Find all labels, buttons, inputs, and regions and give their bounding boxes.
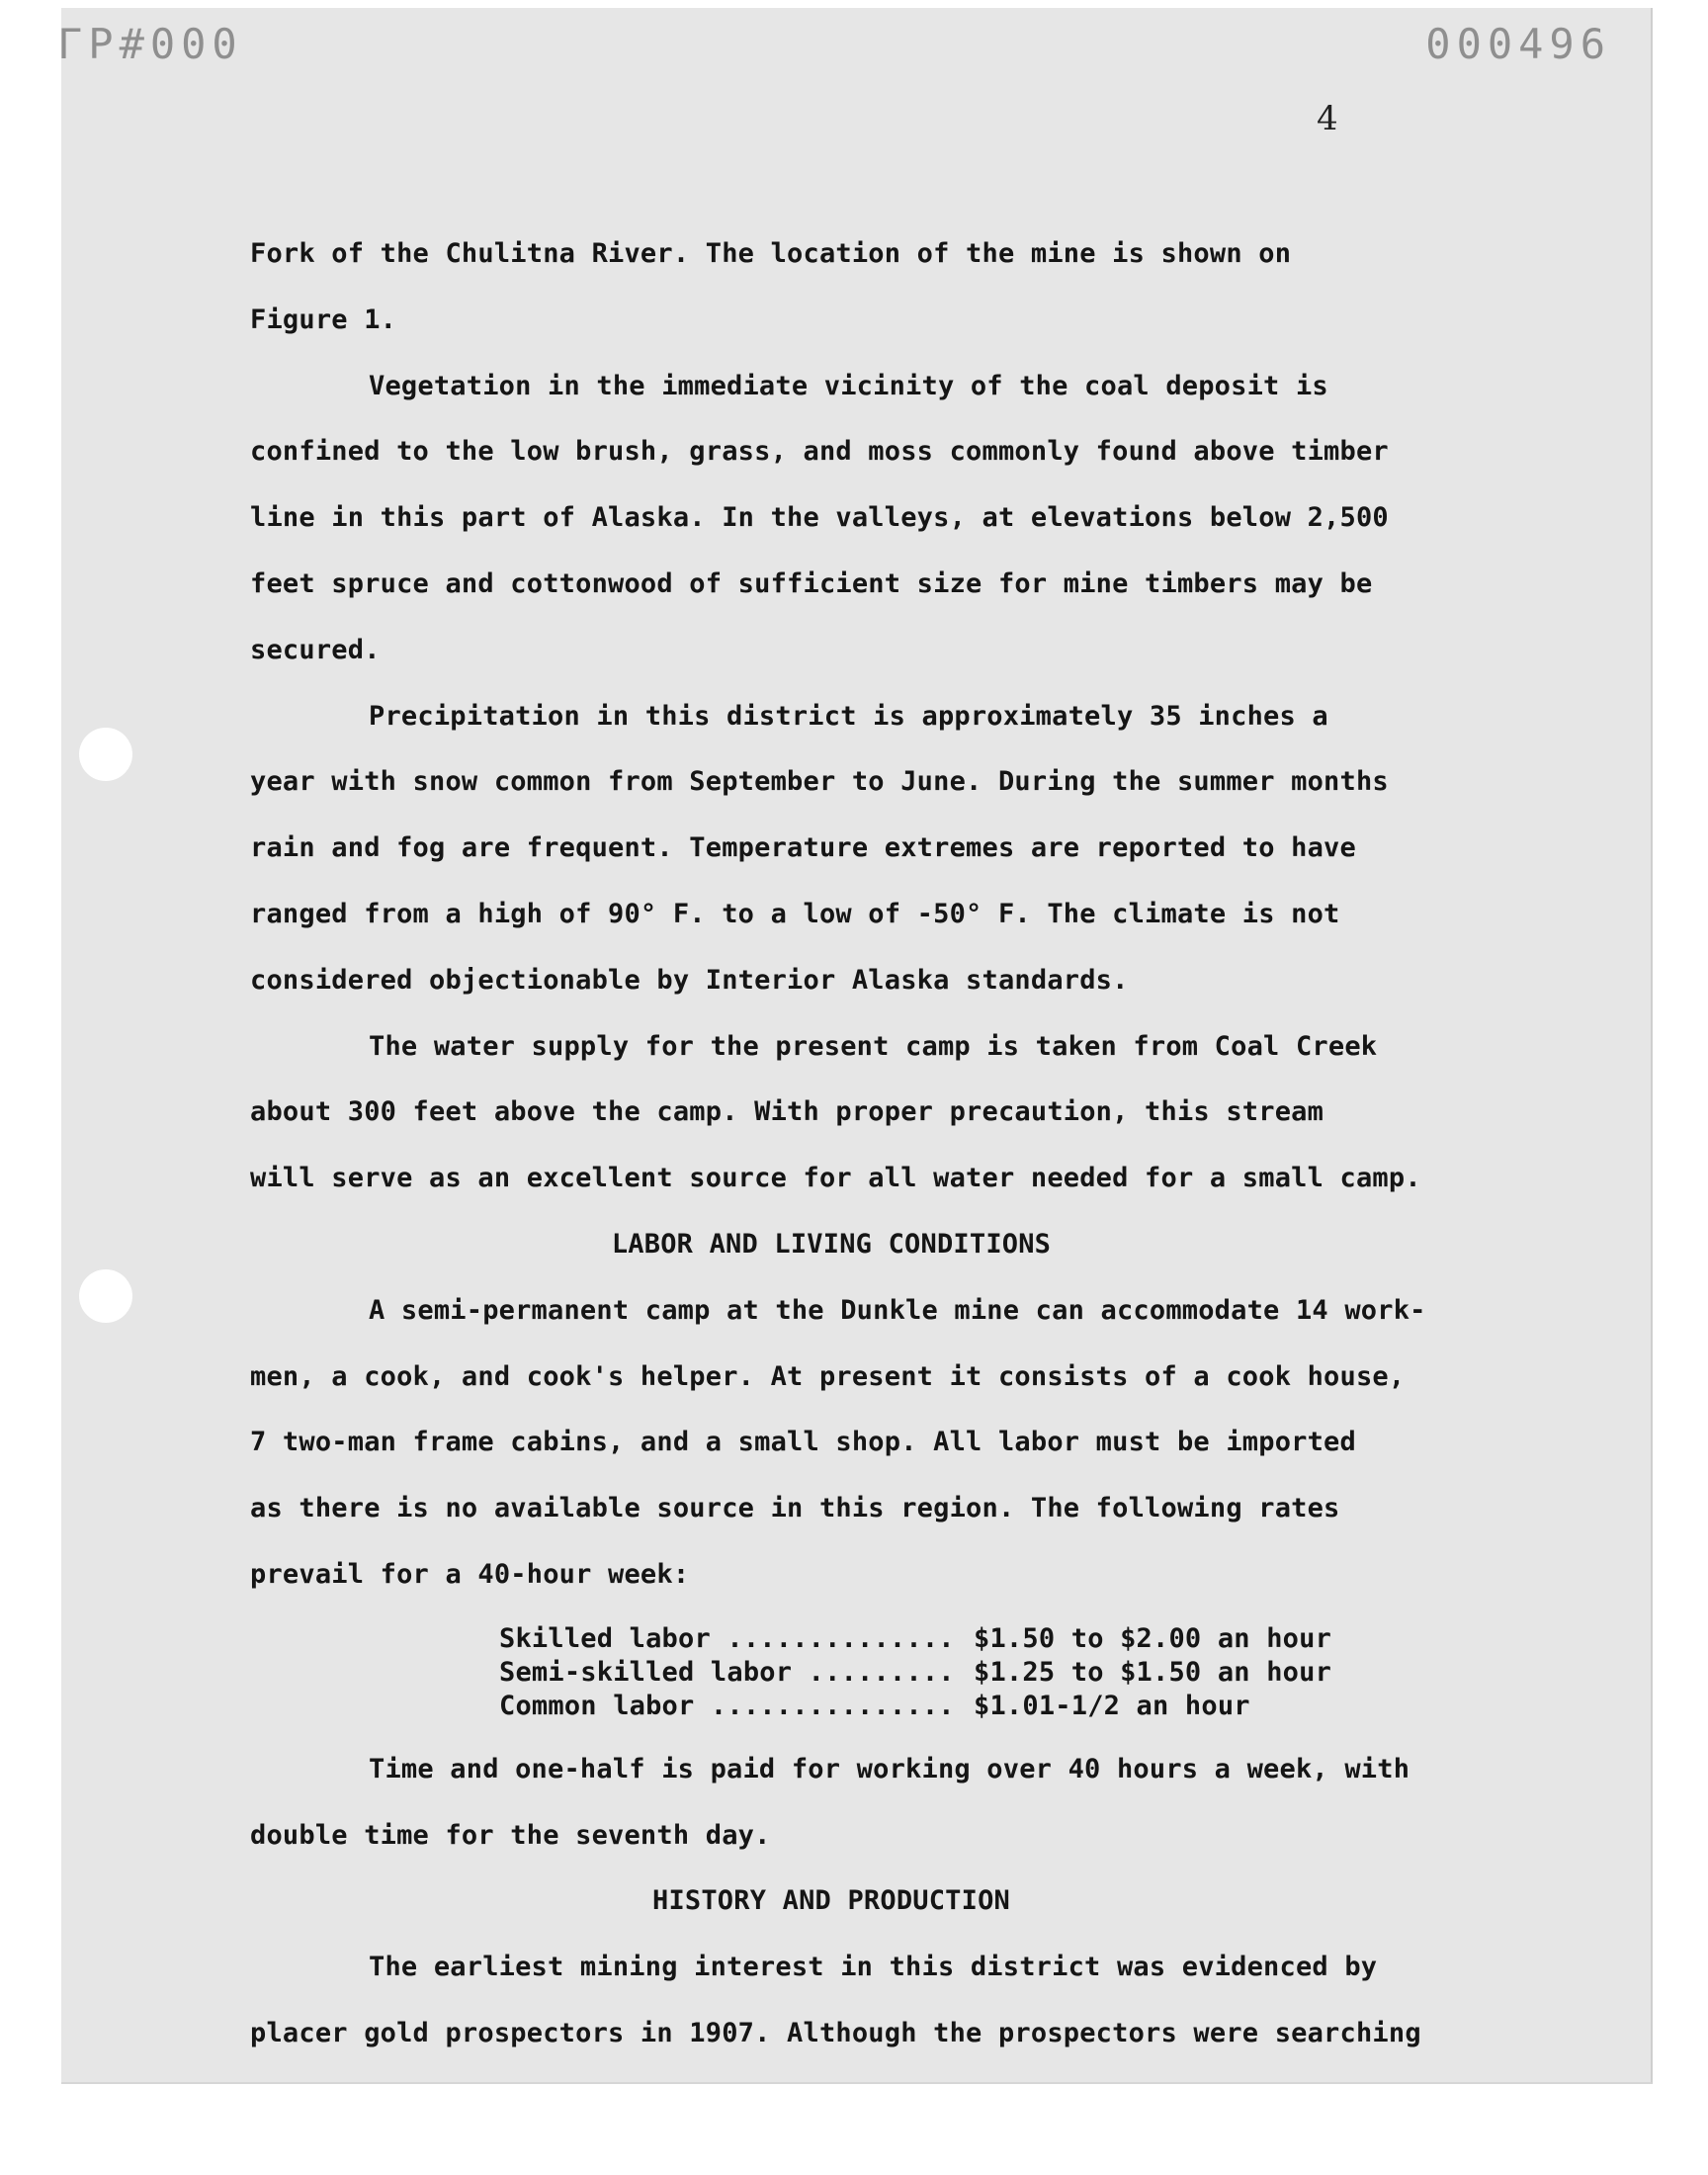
text-line: The water supply for the present camp is taken from Coal Creek: [369, 1030, 1378, 1062]
text-line: prevail for a 40-hour week:: [250, 1558, 690, 1590]
page-number: 4: [1317, 99, 1338, 138]
text-line: rain and fog are frequent. Temperature extremes are reported to have: [250, 832, 1356, 864]
text-line: secured.: [250, 634, 381, 665]
rate-value: $1.50 to $2.00 an hour: [974, 1622, 1332, 1654]
text-line: 7 two-man frame cabins, and a small shop. All labor must be imported: [250, 1427, 1356, 1458]
text-line: about 300 feet above the camp. With proper precaution, this stream: [250, 1096, 1324, 1128]
section-heading-labor: LABOR AND LIVING CONDITIONS: [611, 1228, 1052, 1260]
text-line: men, a cook, and cook's helper. At present it consists of a cook house,: [250, 1360, 1406, 1392]
document-stamp-left: ΓP#000: [57, 20, 243, 68]
text-line: double time for the seventh day.: [250, 1819, 771, 1851]
rate-row: [499, 1622, 1515, 1656]
text-line: confined to the low brush, grass, and moss commonly found above timber: [250, 436, 1389, 468]
section-heading-history: HISTORY AND PRODUCTION: [651, 1885, 1011, 1917]
rate-label: Skilled labor ..............: [499, 1622, 955, 1654]
text-line: year with snow common from September to June. During the summer months: [250, 766, 1389, 798]
text-line: considered objectionable by Interior Alaska standards.: [250, 964, 1129, 996]
rate-label: Common labor ...............: [499, 1690, 955, 1721]
wage-rates-table: [499, 1609, 1515, 1737]
text-line: Fork of the Chulitna River. The location of the mine is shown on: [250, 238, 1292, 269]
text-line: Vegetation in the immediate vicinity of the coal deposit is: [369, 370, 1328, 401]
text-line: line in this part of Alaska. In the valleys, at elevations below 2,500: [250, 502, 1389, 534]
text-line: Precipitation in this district is approximately 35 inches a: [369, 700, 1328, 732]
text-line: placer gold prospectors in 1907. Although the prospectors were searching: [250, 2017, 1421, 2048]
text-line: Figure 1.: [250, 304, 397, 335]
document-stamp-right: 000496: [1425, 20, 1611, 68]
text-line: Time and one-half is paid for working over 40 hours a week, with: [369, 1753, 1410, 1784]
punch-hole: [79, 1269, 132, 1323]
rate-label: Semi-skilled labor .........: [499, 1656, 955, 1688]
text-line: will serve as an excellent source for all water needed for a small camp.: [250, 1163, 1421, 1194]
rate-value: $1.01-1/2 an hour: [974, 1690, 1250, 1721]
text-line: ranged from a high of 90° F. to a low of -50° F. The climate is not: [250, 898, 1340, 929]
punch-hole: [79, 728, 132, 781]
text-line: The earliest mining interest in this district was evidenced by: [369, 1952, 1378, 1983]
rate-row: [499, 1656, 1515, 1690]
rate-value: $1.25 to $1.50 an hour: [974, 1656, 1332, 1688]
text-line: A semi-permanent camp at the Dunkle mine can accommodate 14 work-: [369, 1294, 1426, 1326]
document-body: [250, 221, 1515, 2067]
rate-row: [499, 1690, 1515, 1723]
text-line: as there is no available source in this region. The following rates: [250, 1493, 1340, 1524]
text-line: feet spruce and cottonwood of sufficient size for mine timbers may be: [250, 567, 1373, 599]
